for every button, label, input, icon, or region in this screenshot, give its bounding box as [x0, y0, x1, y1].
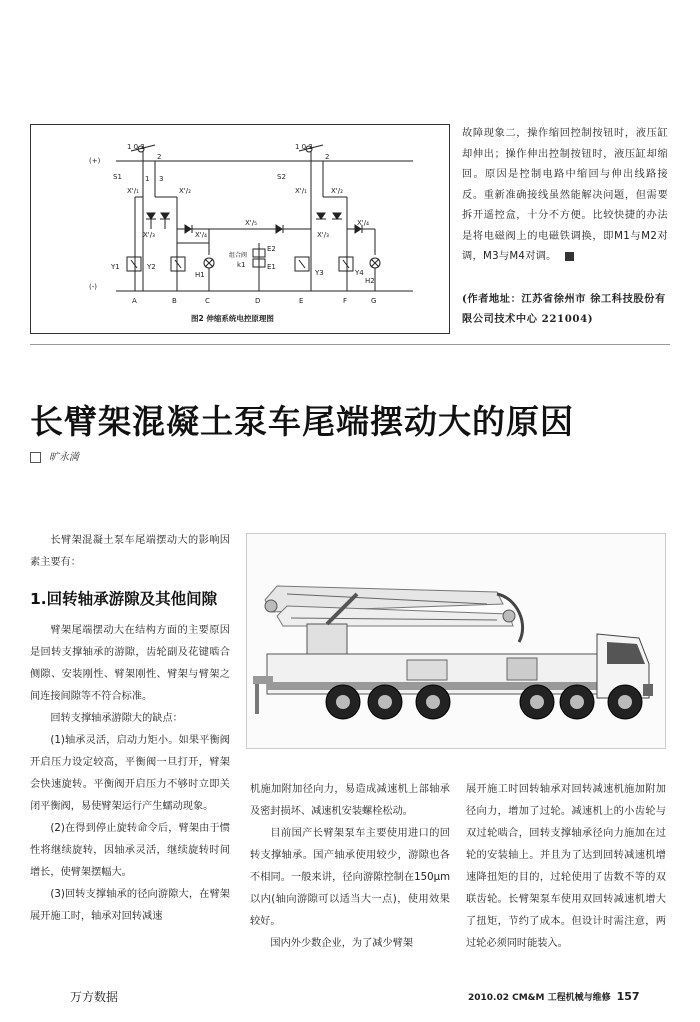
svg-text:H2: H2 [365, 277, 375, 285]
svg-text:1 0 2: 1 0 2 [295, 143, 313, 151]
bus-c: C [205, 297, 210, 305]
paragraph: 臂架尾端摆动大在结构方面的主要原因是回转支撑轴承的游隙，齿轮副及花键啮合侧隙、安装刚性、臂架刚性、臂架与臂架之间连接间隙等不符合标准。 [30, 625, 230, 702]
svg-text:E1: E1 [267, 263, 276, 271]
coil-y1 [127, 257, 141, 271]
watermark: 万方数据 [70, 990, 119, 1004]
pump-truck-photo [246, 533, 666, 749]
divider [30, 344, 670, 345]
svg-text:k1: k1 [237, 261, 246, 269]
paragraph: 机施加附加径向力，易造成减速机上部轴承及密封损坏、减速机安装螺栓松动。 [250, 784, 450, 817]
svg-text:X'/₁: X'/₁ [127, 187, 139, 195]
intro-paragraph: 长臂架混凝土泵车尾端摆动大的影响因素主要有： [30, 535, 230, 568]
svg-text:组合阀: 组合阀 [229, 252, 248, 259]
combo-valve-e1-e2 [253, 243, 265, 291]
article-author [30, 448, 79, 463]
svg-text:2: 2 [325, 153, 330, 161]
journal-footer [468, 990, 640, 1003]
paragraph: 回转支撑轴承游隙大的缺点： [50, 713, 183, 724]
switch-s1 [113, 143, 163, 185]
svg-text:S1: S1 [113, 173, 122, 181]
bus-f: F [343, 297, 348, 305]
positive-rail-label: (+) [89, 157, 101, 165]
svg-text:E2: E2 [267, 245, 276, 253]
circuit-figure [30, 124, 450, 334]
paragraph: (2)在得到停止旋转命令后，臂架由于惯性将继续旋转，因轴承灵活，继续旋转时间增长，使臂架摆幅大。 [30, 823, 230, 878]
paragraph: 展开施工时回转轴承对回转减速机施加附加径向力，增加了过轮。减速机上的小齿轮与双过轮啮合，回转支撑轴承径向力施加在过轮的安装轴上。并且为了达到回转减速机增速降扭矩的目的，过轮使用了齿数不等的双联齿轮。长臂架泵车使用双回转减速机增大了扭矩，节约了成本。但设计时需注意，两过轮必须同时能装入。 [466, 784, 666, 949]
diode-right-1 [316, 213, 326, 219]
coil-y3 [295, 257, 309, 271]
coil-y2 [171, 257, 185, 271]
circuit-diagram [31, 125, 449, 333]
svg-text:X'/₅: X'/₅ [245, 219, 257, 227]
diode-left-1 [146, 213, 156, 219]
author-address: (作者地址：江苏省徐州市 徐工科技股份有限公司技术中心 221004) [462, 293, 666, 325]
svg-text:X'/₃: X'/₃ [143, 231, 155, 239]
svg-text:Y3: Y3 [315, 269, 324, 277]
negative-rail-label: (-) [89, 283, 97, 291]
diode-left-2 [160, 213, 170, 219]
lamp-h1 [204, 258, 214, 268]
article-column-3 [466, 779, 666, 955]
svg-text:X'/₄: X'/₄ [195, 231, 207, 239]
bus-d: D [255, 297, 261, 305]
bus-g: G [371, 297, 377, 305]
svg-text:Y2: Y2 [147, 263, 156, 271]
paragraph: (1)轴承灵活，启动力矩小。如果平衡阀开启压力设定较高，平衡阀一旦打开，臂架会快速旋转。平衡阀开启压力不够时立即关闭平衡阀，易使臂架运行产生蠕动现象。 [30, 735, 230, 812]
diode-right-2 [332, 213, 342, 219]
bus-a: A [132, 297, 137, 305]
paragraph: 目前国产长臂架泵车主要使用进口的回转支撑轴承。国产轴承使用较少，游隙也各不相同。一般来讲，径向游隙控制在150μm以内(轴向游隙可以适当大一点)，使用效果较好。 [250, 828, 450, 927]
article-column-2 [250, 779, 450, 955]
svg-text:S2: S2 [277, 173, 286, 181]
article-title: 长臂架混凝土泵车尾端摆动大的原因 [30, 402, 574, 441]
svg-text:H1: H1 [195, 271, 205, 279]
switch-s2 [277, 143, 329, 185]
svg-text:X'/₁: X'/₁ [295, 187, 307, 195]
pump-truck-illustration [247, 534, 665, 748]
fault-text: 故障现象二，操作缩回控制按钮时，液压缸却伸出；操作伸出控制按钮时，液压缸却缩回。原因是控制电路中缩回与伸出线路接反。重新准确接线虽然能解决问题，但需要拆开遥控盒，十分不方便。比较快捷的办法是将电磁阀上的电磁铁调换，即M1与M2对调，M3与M4对调。 [462, 128, 668, 262]
section-heading: 1.回转轴承游隙及其他间隙 [30, 590, 218, 608]
svg-text:X'/₄: X'/₄ [357, 219, 369, 227]
svg-text:X'/₂: X'/₂ [331, 187, 343, 195]
journal-name: 2010.02 CM&M 工程机械与维修 [468, 993, 611, 1003]
svg-text:1 0 2: 1 0 2 [127, 143, 145, 151]
svg-text:1: 1 [145, 175, 150, 183]
author-box-icon [30, 452, 41, 463]
fault-description [462, 124, 668, 268]
lamp-h2 [370, 258, 380, 268]
diode-mid [276, 225, 283, 233]
svg-text:3: 3 [159, 175, 164, 183]
article-column-1 [30, 530, 230, 928]
author-name: 旷永満 [49, 452, 79, 463]
bus-e: E [299, 297, 304, 305]
svg-text:Y1: Y1 [111, 263, 120, 271]
page-number: 157 [616, 990, 640, 1003]
svg-text:2: 2 [157, 153, 162, 161]
coil-y4 [339, 257, 353, 271]
svg-text:X'/₃: X'/₃ [317, 231, 329, 239]
svg-text:Y4: Y4 [355, 269, 364, 277]
paragraph: (3)回转支撑轴承的径向游隙大，在臂架展开施工时，轴承对回转减速 [30, 889, 230, 922]
figure-caption: 图2 伸缩系统电控原理图 [191, 314, 274, 323]
bus-b: B [172, 297, 177, 305]
paragraph: 国内外少数企业，为了减少臂架 [270, 938, 414, 949]
end-mark-icon [565, 252, 574, 261]
svg-text:X'/₂: X'/₂ [179, 187, 191, 195]
